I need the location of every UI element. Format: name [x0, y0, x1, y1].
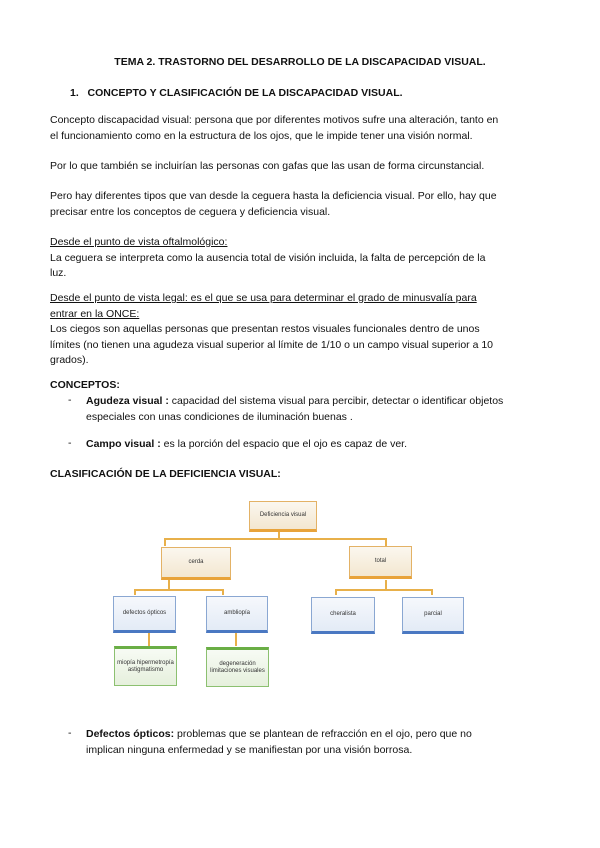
node-ceguera: cheralista — [311, 597, 375, 634]
connector-line — [235, 632, 237, 646]
node-ambliopia: ambliopía — [206, 596, 268, 633]
paragraph-tipos — [50, 189, 550, 220]
text-line: el funcionamiento como en la estructura de los ojos, que le impide tener una visión normal. — [50, 129, 473, 142]
text-line: Pero hay diferentes tipos que van desde la ceguera hasta la deficiencia visual. Por ello, hay que — [50, 190, 497, 202]
connector-line — [164, 538, 166, 546]
paragraph-gafas: Por lo que también se incluirían las personas con gafas que las usan de forma circunstancial. — [50, 160, 485, 172]
definition-text: capacidad del sistema visual para percibir, detectar o identificar objetos — [168, 395, 504, 407]
bullet-dash: - — [68, 727, 72, 739]
term-campo: Campo visual : — [86, 438, 161, 450]
node-root: Deficiencia visual — [249, 501, 317, 532]
connector-line — [335, 589, 432, 591]
connector-line — [134, 589, 223, 591]
node-defectos: defectos ópticos — [113, 596, 176, 633]
subheading-legal-2: entrar en la ONCE: — [50, 307, 140, 320]
connector-line — [222, 589, 224, 595]
paragraph-oftalmologico — [50, 235, 550, 282]
term-agudeza: Agudeza visual : — [86, 395, 169, 407]
subheading-oftalmologico: Desde el punto de vista oftalmológico: — [50, 236, 228, 248]
text-line: límites (no tienen una agudeza visual superior al límite de 1/10 o un campo visual superior a 10 — [50, 338, 494, 351]
page-title: TEMA 2. TRASTORNO DEL DESARROLLO DE LA DISCAPACIDAD VISUAL. — [114, 56, 486, 68]
text-line: La ceguera se interpreta como la ausencia total de visión incluida, la falta de percepción de la — [50, 251, 486, 264]
term-defectos: Defectos ópticos: — [86, 728, 175, 740]
list-item-defectos — [86, 727, 536, 758]
definition-text: es la porción del espacio que el ojo es capaz de ver. — [160, 438, 408, 450]
bullet-dash: - — [68, 394, 72, 406]
text-line: Los ciegos son aquellas personas que presentan restos visuales funcionales dentro de unos — [50, 323, 480, 335]
text-line: precisar entre los conceptos de ceguera y deficiencia visual. — [50, 205, 331, 218]
connector-line — [431, 589, 433, 595]
node-left: cerda — [161, 547, 231, 580]
section-number: 1. — [70, 87, 79, 99]
bullet-dash: - — [68, 437, 72, 449]
connector-line — [385, 538, 387, 546]
node-right: total — [349, 546, 412, 579]
text-line: grados). — [50, 354, 89, 366]
definition-text: implican ninguna enfermedad y se manifiestan por una visión borrosa. — [86, 743, 413, 756]
list-item-campo — [86, 437, 536, 453]
text-line: luz. — [50, 267, 67, 279]
definition-text: especiales con unas condiciones de iluminación buenas . — [86, 410, 353, 423]
node-degeneracion: degeneración limitaciones visuales — [206, 647, 269, 687]
connector-line — [335, 589, 337, 595]
paragraph-legal — [50, 291, 550, 369]
classification-diagram — [108, 495, 484, 695]
connector-line — [148, 632, 150, 646]
node-parcial: parcial — [402, 597, 464, 634]
connector-line — [164, 538, 386, 540]
paragraph-concepto — [50, 113, 550, 144]
node-refraccion: miopía hipermetropía astigmatismo — [114, 646, 177, 686]
subheading-legal-1: Desde el punto de vista legal: es el que se usa para determinar el grado de minusvalía para — [50, 292, 477, 304]
section-heading — [70, 87, 403, 99]
list-item-agudeza — [86, 394, 536, 425]
text-line: Concepto discapacidad visual: persona que por diferentes motivos sufre una alteración, tanto en — [50, 114, 499, 126]
clasificacion-heading: CLASIFICACIÓN DE LA DEFICIENCIA VISUAL: — [50, 468, 281, 480]
definition-text: problemas que se plantean de refracción en el ojo, pero que no — [174, 728, 472, 740]
section-title: CONCEPTO Y CLASIFICACIÓN DE LA DISCAPACIDAD VISUAL. — [87, 87, 403, 99]
connector-line — [134, 589, 136, 595]
conceptos-heading: CONCEPTOS: — [50, 379, 120, 391]
